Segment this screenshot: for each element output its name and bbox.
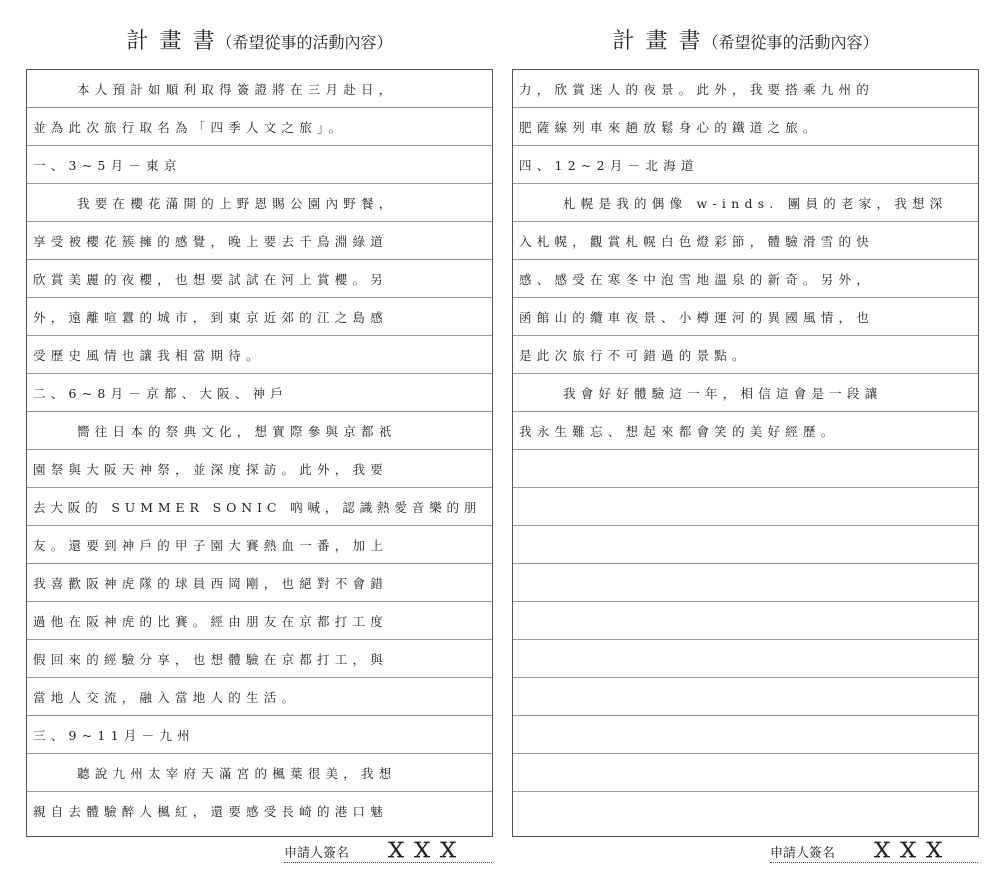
page-title [512, 24, 979, 55]
text-line [27, 602, 492, 640]
plan-page-right [512, 0, 979, 878]
text-line [27, 260, 492, 298]
line-text: 欣賞美麗的夜櫻，也想要試試在河上賞櫻。另 [33, 271, 389, 287]
text-line [27, 754, 492, 792]
page-title [26, 24, 493, 55]
text-line [513, 336, 978, 374]
line-text: 聽說九州太宰府天滿宮的楓葉很美，我想 [77, 765, 397, 781]
text-line [27, 222, 492, 260]
text-line [513, 602, 978, 640]
text-line [27, 374, 492, 412]
line-text: 過他在阪神虎的比賽。經由朋友在京都打工度 [33, 613, 389, 629]
line-text: 友。還要到神戶的甲子園大賽熱血一番，加上 [33, 537, 389, 553]
text-line [513, 146, 978, 184]
line-text: 一、3~5月－東京 [33, 157, 182, 173]
line-text: 函館山的纜車夜景、小樽運河的異國風情，也 [519, 309, 875, 325]
text-line [513, 184, 978, 222]
lines-container [513, 70, 978, 830]
line-text: 感、感受在寒冬中泡雪地溫泉的新奇。另外， [519, 271, 875, 287]
text-line [27, 526, 492, 564]
text-line [513, 374, 978, 412]
text-line [27, 716, 492, 754]
line-text: 我要在櫻花滿開的上野恩賜公園內野餐， [77, 195, 397, 211]
line-text: 我會好好體驗這一年，相信這會是一段讓 [563, 385, 883, 401]
signature-label: 申請人簽名 [770, 846, 836, 861]
text-line [513, 222, 978, 260]
text-line [513, 70, 978, 108]
text-line [27, 70, 492, 108]
signature-label: 申請人簽名 [284, 846, 350, 861]
text-line [27, 298, 492, 336]
lines-container [27, 70, 492, 830]
line-text: 當地人交流，融入當地人的生活。 [33, 689, 300, 705]
text-line [513, 450, 978, 488]
text-line [27, 336, 492, 374]
line-text: 肥薩線列車來趟放鬆身心的鐵道之旅。 [519, 119, 821, 135]
text-line [513, 260, 978, 298]
text-line [513, 678, 978, 716]
text-line [27, 488, 492, 526]
text-line [27, 792, 492, 830]
text-line [513, 488, 978, 526]
lined-writing-box [512, 69, 979, 837]
title-text: 計 畫 書 [126, 29, 217, 54]
text-line [27, 146, 492, 184]
line-text: 入札幌，觀賞札幌白色燈彩節，體驗滑雪的快 [519, 233, 875, 249]
line-text: 去大阪的 SUMMER SONIC 吶喊，認識熱愛音樂的朋 [33, 499, 482, 515]
line-text: 假回來的經驗分享，也想體驗在京都打工，與 [33, 651, 389, 667]
text-line [27, 564, 492, 602]
signature-line [770, 838, 978, 863]
text-line [513, 754, 978, 792]
line-text: 四、12~2月－北海道 [519, 157, 699, 173]
text-line [27, 412, 492, 450]
line-text: 二、6~8月－京都、大阪、神戶 [33, 385, 289, 401]
text-line [513, 792, 978, 830]
plan-page-left [26, 0, 493, 878]
lined-writing-box [26, 69, 493, 837]
text-line [27, 184, 492, 222]
signature-name: ＸＸＸ [872, 838, 950, 862]
line-text: 園祭與大阪天神祭，並深度探訪。此外，我要 [33, 461, 389, 477]
text-line [27, 640, 492, 678]
text-line [27, 108, 492, 146]
signature-name: ＸＸＸ [386, 838, 464, 862]
line-text: 力，欣賞迷人的夜景。此外，我要搭乘九州的 [519, 81, 875, 97]
text-line [513, 564, 978, 602]
text-line [513, 716, 978, 754]
text-line [27, 678, 492, 716]
line-text: 享受被櫻花簇擁的感覺，晚上要去千鳥淵綠道 [33, 233, 389, 249]
line-text: 受歷史風情也讓我相當期待。 [33, 347, 264, 363]
title-text: 計 畫 書 [612, 29, 703, 54]
text-line [513, 526, 978, 564]
line-text: 親自去體驗醉人楓紅，還要感受長崎的港口魅 [33, 804, 389, 819]
title-subtitle: （希望從事的活動內容） [216, 33, 393, 52]
line-text: 是此次旅行不可錯過的景點。 [519, 347, 750, 363]
text-line [513, 298, 978, 336]
line-text: 我喜歡阪神虎隊的球員西岡剛，也絕對不會錯 [33, 575, 389, 591]
title-subtitle: （希望從事的活動內容） [702, 33, 879, 52]
line-text: 我永生難忘、想起來都會笑的美好經歷。 [519, 423, 839, 439]
line-text: 外，遠離喧囂的城市，到東京近郊的江之島感 [33, 309, 389, 325]
line-text: 並為此次旅行取名為「四季人文之旅」。 [33, 119, 347, 135]
signature-line [284, 838, 492, 863]
text-line [27, 450, 492, 488]
line-text: 札幌是我的偶像 w-inds. 團員的老家，我想深 [563, 195, 948, 211]
text-line [513, 640, 978, 678]
line-text: 本人預計如順利取得簽證將在三月赴日， [77, 81, 397, 97]
line-text: 嚮往日本的祭典文化，想實際參與京都祇 [77, 423, 397, 439]
line-text: 三、9~11月－九州 [33, 727, 195, 743]
text-line [513, 108, 978, 146]
text-line [513, 412, 978, 450]
